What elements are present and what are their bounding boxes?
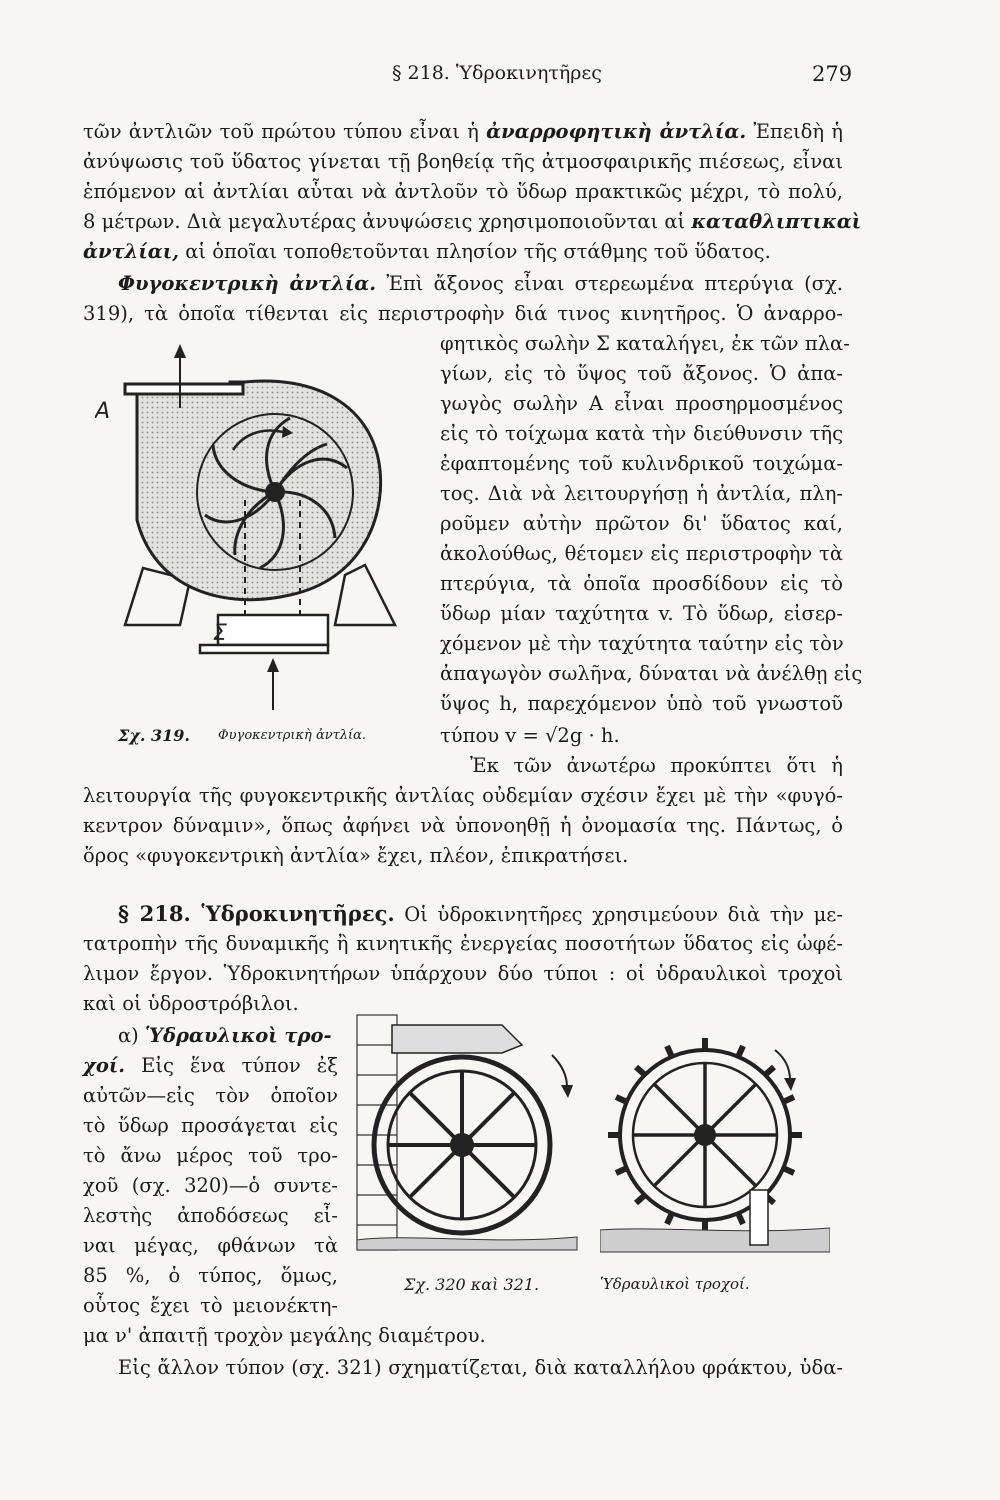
text-line: Ἐκ τῶν ἀνωτέρω προκύπτει ὅτι ἡ: [470, 754, 843, 777]
term: ἀντλίαι,: [83, 240, 179, 263]
text-line: καὶ οἱ ὑδροστρόβιλοι.: [83, 992, 299, 1015]
text-line: 85 %, ὁ τύπος, ὅμως,: [83, 1264, 338, 1287]
text-line: οὗτος ἔχει τὸ μειονέκτη-: [83, 1294, 338, 1317]
page-number: 279: [812, 62, 853, 86]
text-line: τὸ ὕδωρ προσάγεται εἰς: [83, 1114, 338, 1137]
term: Φυγοκεντρικὴ ἀντλία.: [118, 272, 377, 295]
arrow-up-icon: [267, 658, 279, 672]
text-line: τατροπὴν τῆς δυναμικῆς ἢ κινητικῆς ἐνεργείας ποσοτήτων ὕδατος εἰς ὠφέ-: [83, 932, 843, 955]
overshot-water-wheel-diagram: [352, 1005, 582, 1255]
centrifugal-pump-diagram: [95, 340, 435, 710]
undershot-water-wheel-diagram: [600, 1030, 830, 1260]
text-line: ροῦμεν αὐτὴν πρῶτον δι' ὕδατος καί,: [440, 512, 843, 535]
text-line: λειτουργία τῆς φυγοκεντρικῆς ἀντλίας οὐδεμίαν σχέσιν ἔχει μὲ τὴν «φυγό-: [83, 784, 843, 807]
text-line: γίων, εἰς τὸ ὕψος τοῦ ἄξονος. Ὁ ἀπα-: [440, 362, 843, 385]
text-line: χοῦ (σχ. 320)—ὁ συντε-: [83, 1174, 338, 1197]
term: ἀναρροφητικὴ ἀντλία.: [486, 120, 747, 143]
text-line: ὕδωρ μίαν ταχύτητα v. Τὸ ὕδωρ, εἰσερ-: [440, 602, 843, 625]
label-sigma: Σ: [213, 621, 227, 646]
text-line: ἑπόμενον αἱ ἀντλίαι αὗται νὰ ἀντλοῦν τὸ ὕδωρ πρακτικῶς μέχρι, τὸ πολύ,: [83, 180, 843, 203]
figure-caption: Ὑδραυλικοὶ τροχοί.: [600, 1275, 750, 1293]
section-title: § 218. Ὑδροκινητῆρες: [392, 62, 602, 84]
text-line: Εἰς ἄλλον τύπον (σχ. 321) σχηματίζεται, διὰ καταλλήλου φράκτου, ὑδα-: [118, 1356, 843, 1379]
text-line: ἐφαπτομένης τοῦ κυλινδρικοῦ τοιχώμα-: [440, 452, 843, 475]
pump-leg-right: [335, 565, 395, 625]
text-line: ἀκολούθως, θέτομεν εἰς περιστροφὴν τὰ: [440, 542, 843, 565]
text-line: ὅρος «φυγοκεντρικὴ ἀντλία» ἔχει, πλέον, ἐπικρατήσει.: [83, 844, 629, 867]
arrow-up-icon: [174, 344, 186, 358]
text-line: Φυγοκεντρικὴ ἀντλία. Ἐπὶ ἄξονος εἶναι στερεωμένα πτερύγια (σχ.: [118, 272, 843, 295]
term: χοί.: [83, 1054, 126, 1077]
text-line: τῶν ἀντλιῶν τοῦ πρώτου τύπου εἶναι ἡ ἀναρροφητικὴ ἀντλία. Ἐπειδὴ ἡ: [83, 120, 843, 143]
text-line: γωγὸς σωλὴν Α εἶναι προσηρμοσμένος: [440, 392, 843, 415]
text-line: πτερύγια, τὰ ὁποῖα προσδίδουν εἰς τὸ: [440, 572, 843, 595]
suction-flange: [200, 645, 328, 653]
discharge-flange: [125, 384, 243, 394]
text-line: 319), τὰ ὁποῖα τίθενται εἰς περιστροφὴν διά τινος κινητῆρος. Ὁ ἀναρρο-: [83, 302, 843, 325]
text-line: α) Ὑδραυλικοὶ τρο-: [118, 1024, 332, 1047]
text-line: τὸ ἄνω μέρος τοῦ τρο-: [83, 1144, 338, 1167]
text-line: ὕψος h, παρεχόμενον ὑπὸ τοῦ γνωστοῦ: [440, 692, 843, 715]
text-line: 8 μέτρων. Διὰ μεγαλυτέρας ἀνυψώσεις χρησιμοποιοῦνται αἱ καταθλιπτικαὶ: [83, 210, 862, 233]
impeller-hub: [265, 482, 285, 502]
term: καταθλιπτικαὶ: [691, 210, 862, 233]
figure-caption-number: Σχ. 320 καὶ 321.: [404, 1275, 540, 1294]
text-line: τος. Διὰ νὰ λειτουργήσῃ ἡ ἀντλία, πλη-: [440, 482, 843, 505]
section-heading: § 218. Ὑδροκινητῆρες.: [118, 901, 395, 926]
figure-caption: Φυγοκεντρικὴ ἀντλία.: [218, 728, 367, 743]
suction-pipe: [218, 615, 328, 645]
text-line: χόμενον μὲ τὴν ταχύτητα ταύτην εἰς τὸν: [440, 632, 844, 655]
text-line: κεντρον δύναμιν», ὅπως ἀφήνει νὰ ὑπονοηθῇ ἡ ὀνομασία της. Πάντως, ὁ: [83, 814, 843, 837]
text-line: μα ν' ἀπαιτῇ τροχὸν μεγάλης διαμέτρου.: [83, 1324, 486, 1347]
text-line: λεστὴς ἀποδόσεως εἶ-: [83, 1204, 338, 1227]
text-line: § 218. Ὑδροκινητῆρες. Οἱ ὑδροκινητῆρες χρησιμεύουν διὰ τὴν με-: [118, 901, 843, 926]
text-line: εἰς τὸ τοίχωμα κατὰ τὴν διεύθυνσιν τῆς: [440, 422, 843, 445]
text-line: αὐτῶν—εἰς τὸν ὁποῖον: [83, 1084, 338, 1107]
formula-line: τύπου v = √2g · h.: [440, 724, 620, 747]
text-line: ἀνύψωσις τοῦ ὕδατος γίνεται τῇ βοηθείᾳ τῆς ἀτμοσφαιρικῆς πιέσεως, εἶναι: [83, 150, 843, 173]
text-line: ἀντλίαι, αἱ ὁποῖαι τοποθετοῦνται πλησίον τῆς στάθμης τοῦ ὕδατος.: [83, 240, 771, 263]
text-line: φητικὸς σωλὴν Σ καταλήγει, ἐκ τῶν πλα-: [440, 332, 850, 355]
text-line: ἀπαγωγὸν σωλῆνα, δύναται νὰ ἀνέλθῃ εἰς: [440, 662, 863, 685]
label-A: A: [95, 399, 111, 424]
figure-caption-number: Σχ. 319.: [118, 726, 190, 745]
term: Ὑδραυλικοὶ τρο-: [144, 1024, 332, 1047]
text-line: ναι μέγας, φθάνων τὰ: [83, 1234, 338, 1257]
text-line: χοί. Εἰς ἕνα τύπον ἐξ: [83, 1054, 338, 1077]
text-line: λιμον ἔργον. Ὑδροκινητήρων ὑπάρχουν δύο τύποι : οἱ ὑδραυλικοὶ τροχοὶ: [83, 962, 843, 985]
